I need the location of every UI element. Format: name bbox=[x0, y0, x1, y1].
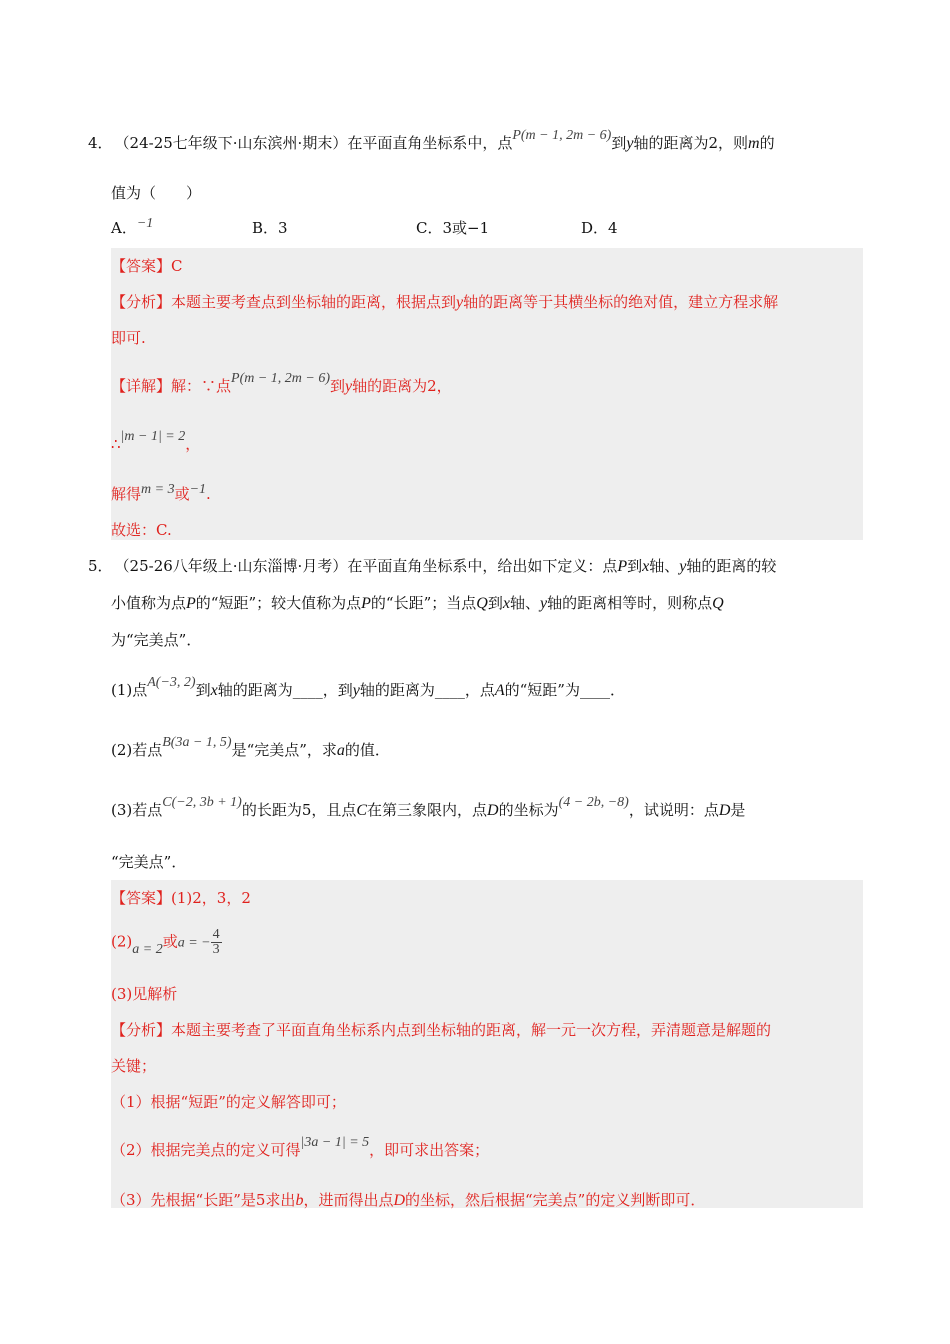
q5-step1: （1）根据“短距”的定义解答即可； bbox=[111, 1093, 346, 1111]
q4-analysis-line2: 即可. bbox=[111, 329, 146, 347]
q5-part2: (2)若点B(3a − 1, 5)是“完美点”，求a的值． bbox=[111, 735, 390, 759]
q5-step2: （2）根据完美点的定义可得|3a − 1| = 5，即可求出答案； bbox=[111, 1135, 490, 1159]
q5-analysis-line1: 【分析】本题主要考查了平面直角坐标系内点到坐标轴的距离，解一元一次方程，弄清题意是解题的 bbox=[111, 1021, 772, 1039]
q4-answer-box bbox=[111, 248, 863, 540]
option-d[interactable]: D．4 bbox=[581, 219, 618, 237]
q4-answer: 【答案】C bbox=[111, 257, 183, 275]
q5-stem-line2: 小值称为点P的“短距”；较大值称为点P的“长距”；当点Q到x轴、y轴的距离相等时，则称点Q bbox=[111, 594, 724, 612]
q5-part3: (3)若点C(−2, 3b + 1)的长距为5，且点C在第三象限内，点D的坐标为(4 − 2b, −8)，试说明：点D是 bbox=[111, 795, 746, 819]
q4-detail: 【详解】解：∵点P(m − 1, 2m − 6)到y轴的距离为2， bbox=[111, 371, 452, 395]
q5-answer-3: (3)见解析 bbox=[111, 985, 178, 1003]
q4-analysis-line1: 【分析】本题主要考查点到坐标轴的距离，根据点到y轴的距离等于其横坐标的绝对值，建立方程求解 bbox=[111, 293, 779, 311]
option-b[interactable]: B．3 bbox=[252, 219, 288, 237]
q5-analysis-line2: 关键； bbox=[111, 1057, 157, 1075]
q5-answer-2: (2)a = 2或a = − $\frac{4}{3}$ bbox=[111, 927, 220, 957]
var-m: m bbox=[748, 135, 760, 152]
q4-stem-mid2: 轴的距离为2，则 bbox=[633, 134, 748, 152]
q5-stem-line3: 为“完美点”． bbox=[111, 631, 202, 649]
q4-stem-mid: 到 bbox=[611, 134, 627, 152]
q4-source: （24-25七年级下·山东滨州·期末）在平面直角坐标系中，点 bbox=[114, 134, 513, 152]
q4-therefore: ∴|m − 1| = 2， bbox=[111, 429, 201, 453]
q4-stem-line1 bbox=[88, 128, 775, 155]
q4-stem-line2: 值为（ ） bbox=[111, 184, 202, 202]
q4-choose: 故选：C. bbox=[111, 521, 172, 539]
q5-part3-line2: “完美点”． bbox=[111, 853, 187, 871]
q5-step3: （3）先根据“长距”是5求出b，进而得出点D的坐标，然后根据“完美点”的定义判断即可． bbox=[111, 1191, 706, 1209]
option-c[interactable]: C．3或−1 bbox=[416, 219, 490, 237]
q4-point-expr: P(m − 1, 2m − 6) bbox=[512, 128, 612, 143]
option-a[interactable]: A．−1 bbox=[111, 216, 154, 237]
q5-answer: 【答案】(1)2，3，2 bbox=[111, 889, 251, 907]
q4-options bbox=[111, 218, 731, 238]
q4-number: 4． bbox=[88, 134, 113, 152]
var-y: y bbox=[626, 135, 634, 152]
q4-solve: 解得m = 3或−1. bbox=[111, 482, 211, 503]
q5-stem-line1: 5． （25-26八年级上·山东淄博·月考）在平面直角坐标系中，给出如下定义：点P到x轴、y轴的距离的较 bbox=[88, 557, 777, 575]
q4-stem-end: 的 bbox=[759, 134, 775, 152]
q5-part1: (1)点A(−3, 2)到x轴的距离为____，到y轴的距离为____，点A的“短距”为____． bbox=[111, 675, 625, 699]
fraction-4-3: $\frac{4}{3}$ bbox=[212, 927, 220, 957]
q5-answer-box bbox=[111, 880, 863, 1208]
